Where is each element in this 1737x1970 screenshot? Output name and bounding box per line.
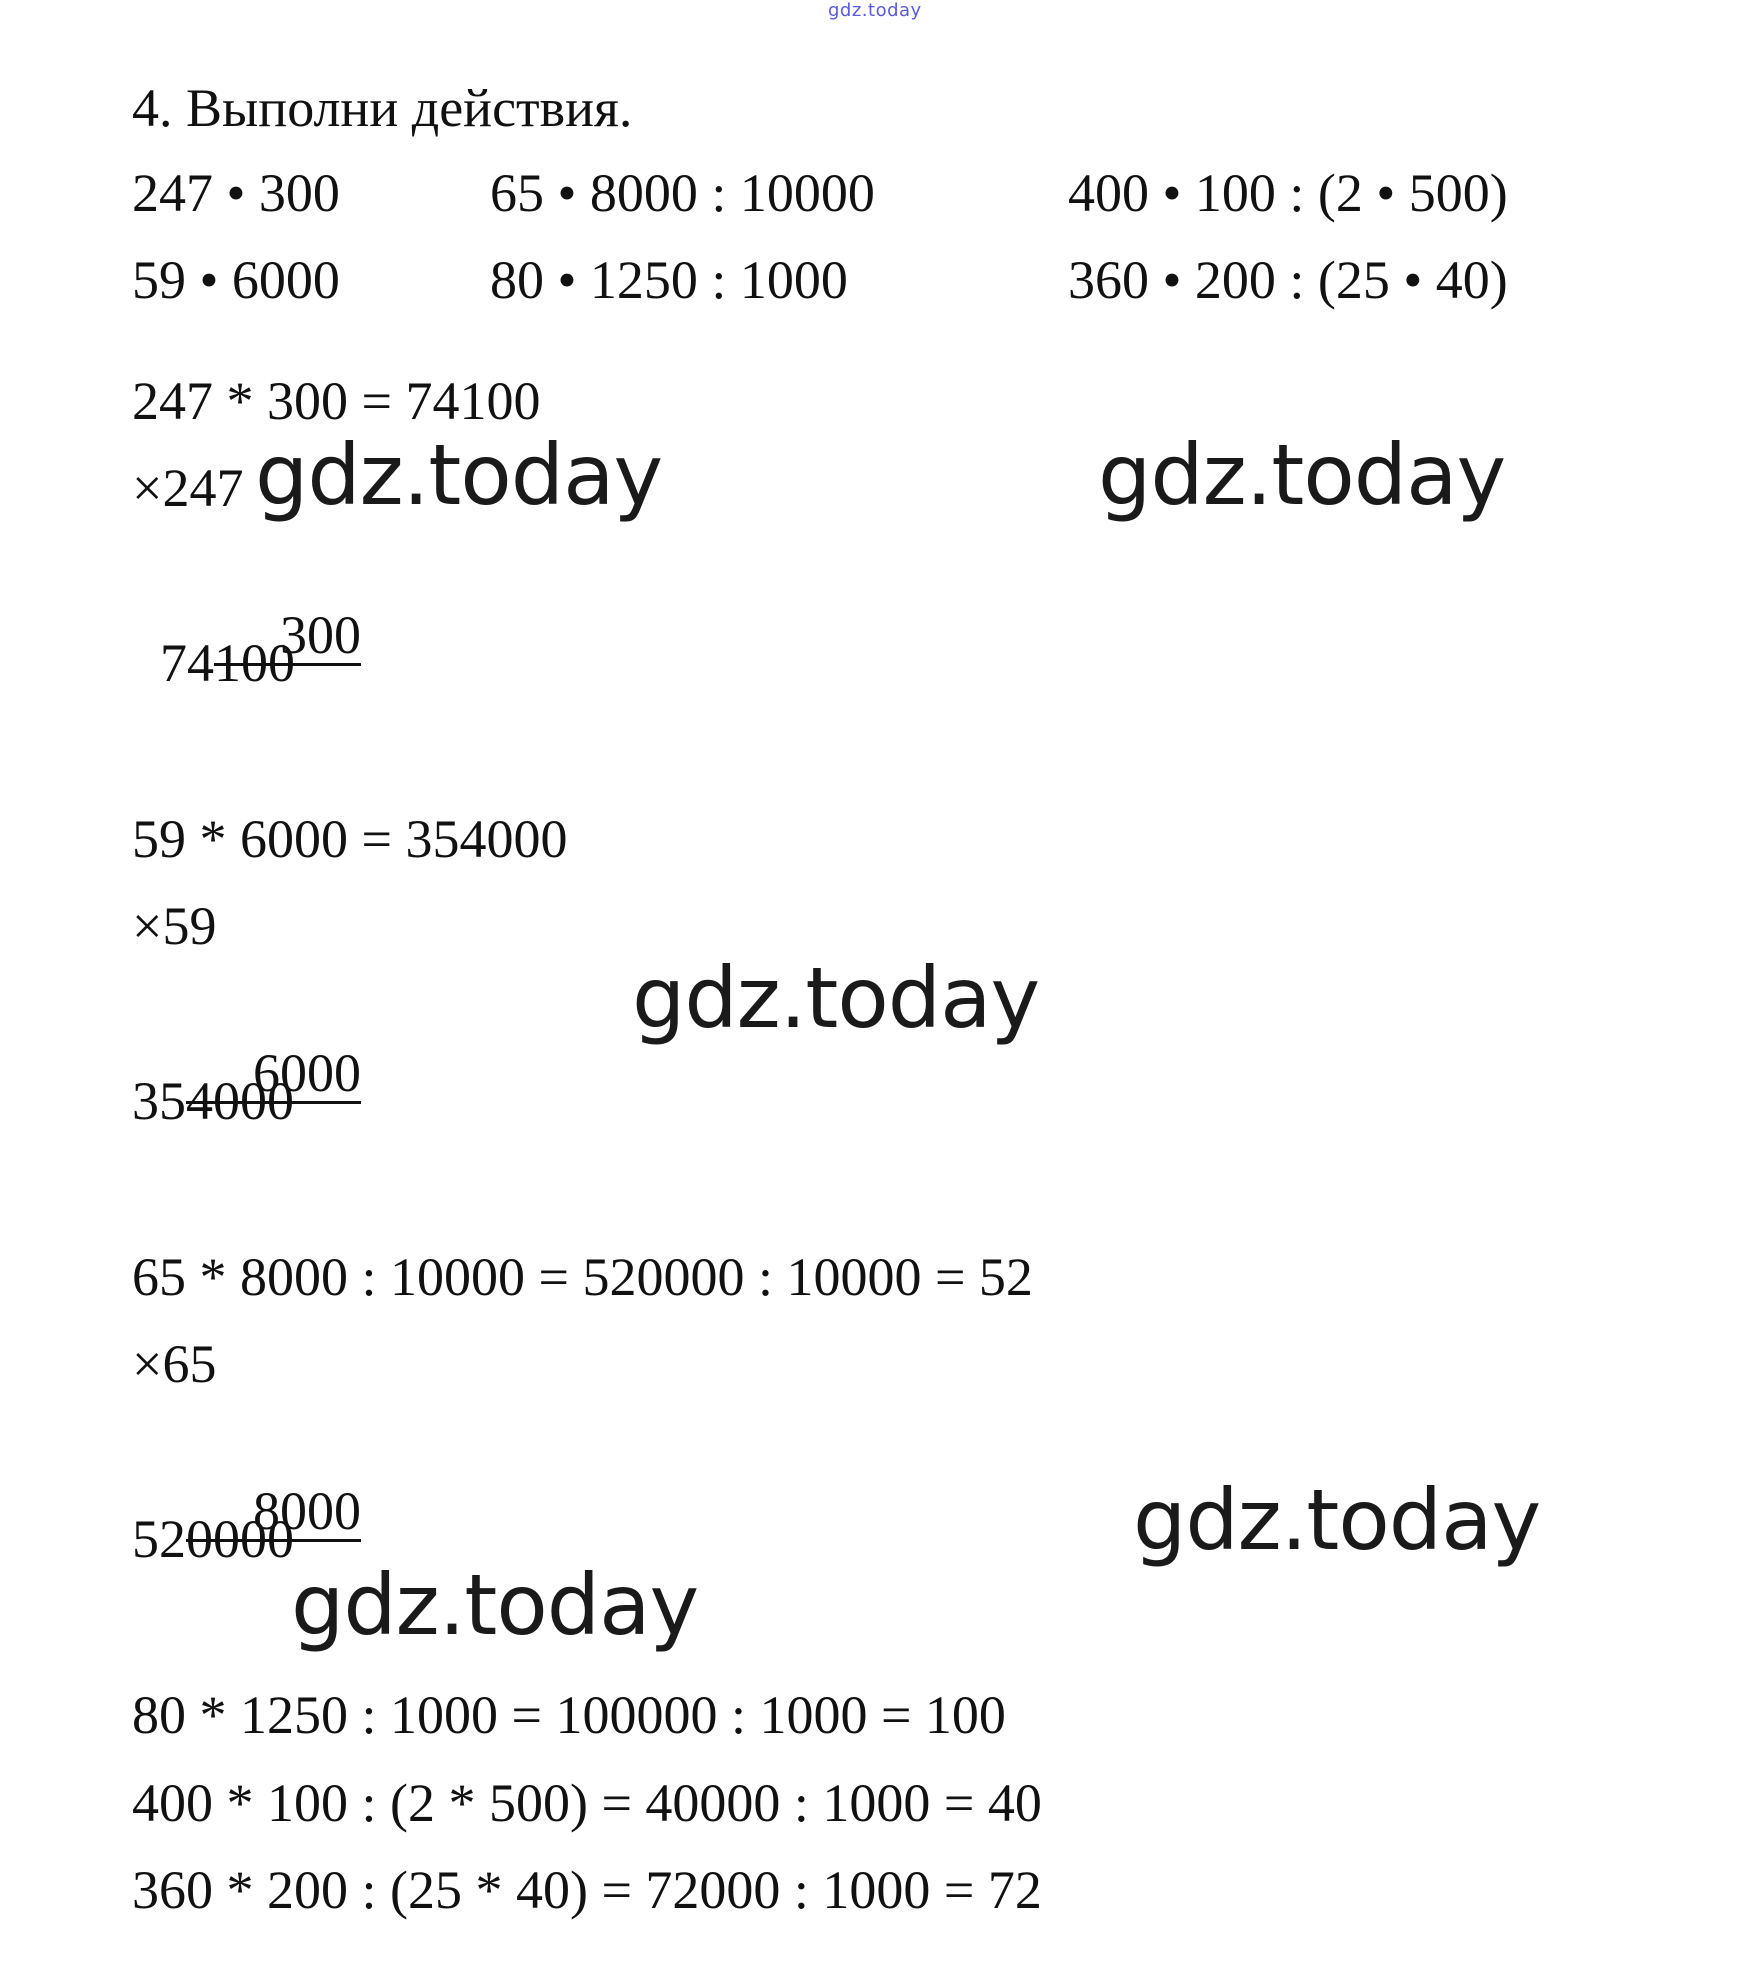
solution-5-equation: 400 * 100 : (2 * 500) = 40000 : 1000 = 40 bbox=[132, 1773, 1042, 1833]
problem-5: 400 • 100 : (2 • 500) bbox=[1068, 163, 1508, 223]
solution-2-equation: 59 * 6000 = 354000 bbox=[132, 809, 568, 869]
solution-2-multiplier: 6000 bbox=[186, 1045, 361, 1104]
solution-3-result: 520000 bbox=[132, 1509, 294, 1569]
solution-1-equation: 247 * 300 = 74100 bbox=[132, 371, 541, 431]
solution-1-result: 74100 bbox=[160, 633, 295, 693]
solution-6-equation: 360 * 200 : (25 * 40) = 72000 : 1000 = 72 bbox=[132, 1860, 1042, 1920]
watermark: gdz.today bbox=[1133, 1471, 1541, 1569]
task-title: 4. Выполни действия. bbox=[132, 78, 633, 138]
watermark: gdz.today bbox=[255, 426, 663, 524]
solution-2-result: 354000 bbox=[132, 1071, 294, 1131]
solution-3-multiplicand: ×65 bbox=[132, 1334, 217, 1394]
solution-2-multiplicand: ×59 bbox=[132, 896, 217, 956]
site-mark: gdz.today bbox=[828, 0, 922, 21]
watermark: gdz.today bbox=[291, 1556, 699, 1654]
problem-6: 360 • 200 : (25 • 40) bbox=[1068, 250, 1508, 310]
solution-3-equation: 65 * 8000 : 10000 = 520000 : 10000 = 52 bbox=[132, 1247, 1033, 1307]
problem-2: 59 • 6000 bbox=[132, 250, 340, 310]
watermark: gdz.today bbox=[1098, 426, 1506, 524]
solution-1-multiplier: 300 bbox=[214, 607, 361, 666]
solution-4-equation: 80 * 1250 : 1000 = 100000 : 1000 = 100 bbox=[132, 1685, 1006, 1745]
solution-1-multiplicand: ×247 bbox=[132, 458, 244, 518]
problem-3: 65 • 8000 : 10000 bbox=[490, 163, 875, 223]
solution-3-multiplier: 8000 bbox=[186, 1483, 361, 1542]
watermark: gdz.today bbox=[632, 949, 1040, 1047]
problem-4: 80 • 1250 : 1000 bbox=[490, 250, 848, 310]
problem-1: 247 • 300 bbox=[132, 163, 340, 223]
